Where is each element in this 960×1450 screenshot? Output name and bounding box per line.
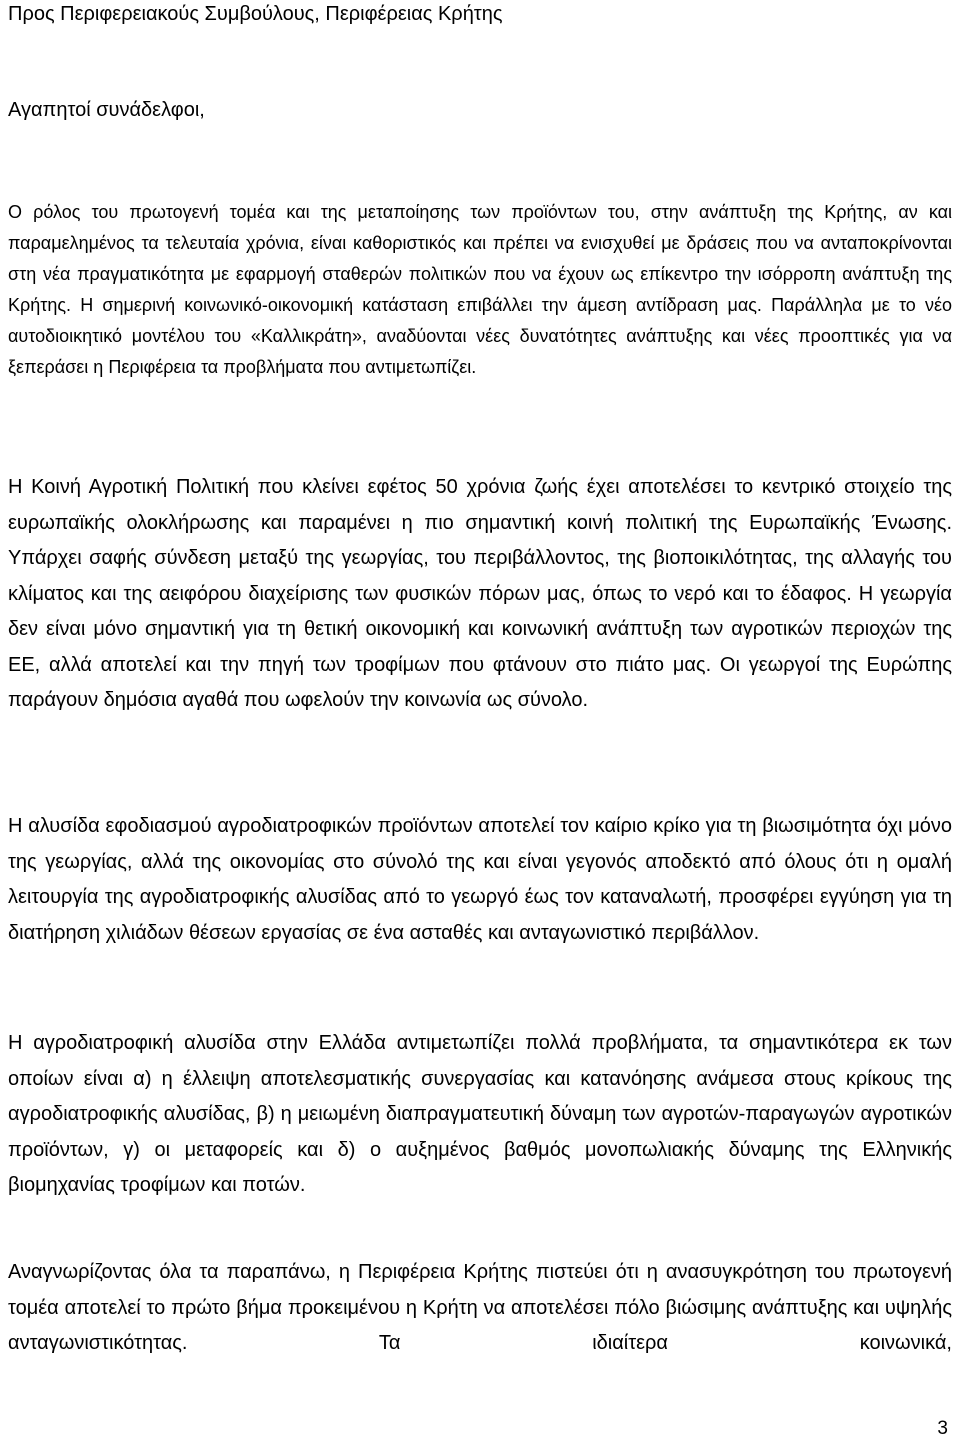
letter-recipient-heading: Προς Περιφερειακούς Συμβούλους, Περιφέρειας Κρήτης <box>8 3 503 25</box>
paragraph-agrifood-supply-chain: Η αλυσίδα εφοδιασμού αγροδιατροφικών προϊόντων αποτελεί τον καίριο κρίκο για τη βιωσιμότητα όχι μόνο της γεωργίας, αλλά της οικονομίας στο σύνολό της και είναι γεγονός αποδεκτό από όλους ότι η ομαλή λειτουργία της αγροδιατροφικής αλυσίδας από το γεωργό έως τον καταναλωτή, προσφέρει εγγύηση για τη διατήρηση χιλιάδων θέσεων εργασίας σε ένα ασταθές και ανταγωνιστικό περιβάλλον. <box>8 815 952 944</box>
paragraph-common-agricultural-policy: Η Κοινή Αγροτική Πολιτική που κλείνει εφέτος 50 χρόνια ζωής έχει αποτελέσει το κεντρικό στοιχείο της ευρωπαϊκής ολοκλήρωσης και παραμένει η πιο σημαντική κοινή πολιτική της Ευρωπαϊκής Ένωσης. Υπάρχει σαφής σύνδεση μεταξύ της γεωργίας, του περιβάλλοντος, της βιοποικιλότητας, της αλλαγής του κλίματος και της αειφόρου διαχείρισης των φυσικών πόρων μας, όπως το νερό και το έδαφος. Η γεωργία δεν είναι μόνο σημαντική για τη θετική οικονομική και κοινωνική ανάπτυξη των αγροτικών περιοχών της ΕΕ, αλλά αποτελεί και την πηγή των τροφίμων που φτάνουν στο πιάτο μας. Οι γεωργοί της Ευρώπης παράγουν δημόσια αγαθά που ωφελούν την κοινωνία ως σύνολο. <box>8 476 952 711</box>
paragraph-greek-agrifood-problems: Η αγροδιατροφική αλυσίδα στην Ελλάδα αντιμετωπίζει πολλά προβλήματα, τα σημαντικότερα εκ των οποίων είναι α) η έλλειψη αποτελεσματικής συνεργασίας και κατανόησης ανάμεσα στους κρίκους της αγροδιατροφικής αλυσίδας, β) η μειωμένη διαπραγματευτική δύναμη των αγροτών-παραγωγών αγροτικών προϊόντων, γ) οι μεταφορείς και δ) ο αυξημένος βαθμός μονοπωλιακής δύναμης της Ελληνικής βιομηχανίας τροφίμων και ποτών. <box>8 1032 952 1196</box>
paragraph-crete-recognition: Αναγνωρίζοντας όλα τα παραπάνω, η Περιφέρεια Κρήτης πιστεύει ότι η ανασυγκρότηση του πρωτογενή τομέα αποτελεί το πρώτο βήμα προκειμένου η Κρήτη να αποτελέσει πόλο βιώσιμης ανάπτυξης και υψηλής ανταγωνιστικότητας. Τα ιδιαίτερα κοινωνικά, <box>8 1261 952 1354</box>
letter-greeting: Αγαπητοί συνάδελφοι, <box>8 99 205 121</box>
page-number: 3 <box>937 1418 948 1439</box>
paragraph-primary-sector-role: Ο ρόλος του πρωτογενή τομέα και της μεταποίησης των προϊόντων του, στην ανάπτυξη της Κρήτης, αν και παραμελημένος τα τελευταία χρόνια, είναι καθοριστικός και πρέπει να ενισχυθεί με δράσεις που να ανταποκρίνονται στη νέα πραγματικότητα με εφαρμογή σταθερών πολιτικών που να έχουν ως επίκεντρο την ισόρροπη ανάπτυξη της Κρήτης. Η σημερινή κοινωνικό-οικονομική κατάσταση επιβάλλει την άμεση αντίδραση μας. Παράλληλα με το νέο αυτοδιοικητικό μοντέλου του «Καλλικράτη», αναδύονται νέες δυνατότητες ανάπτυξης και νέες προοπτικές για να ξεπεράσει η Περιφέρεια τα προβλήματα που αντιμετωπίζει. <box>8 202 952 378</box>
